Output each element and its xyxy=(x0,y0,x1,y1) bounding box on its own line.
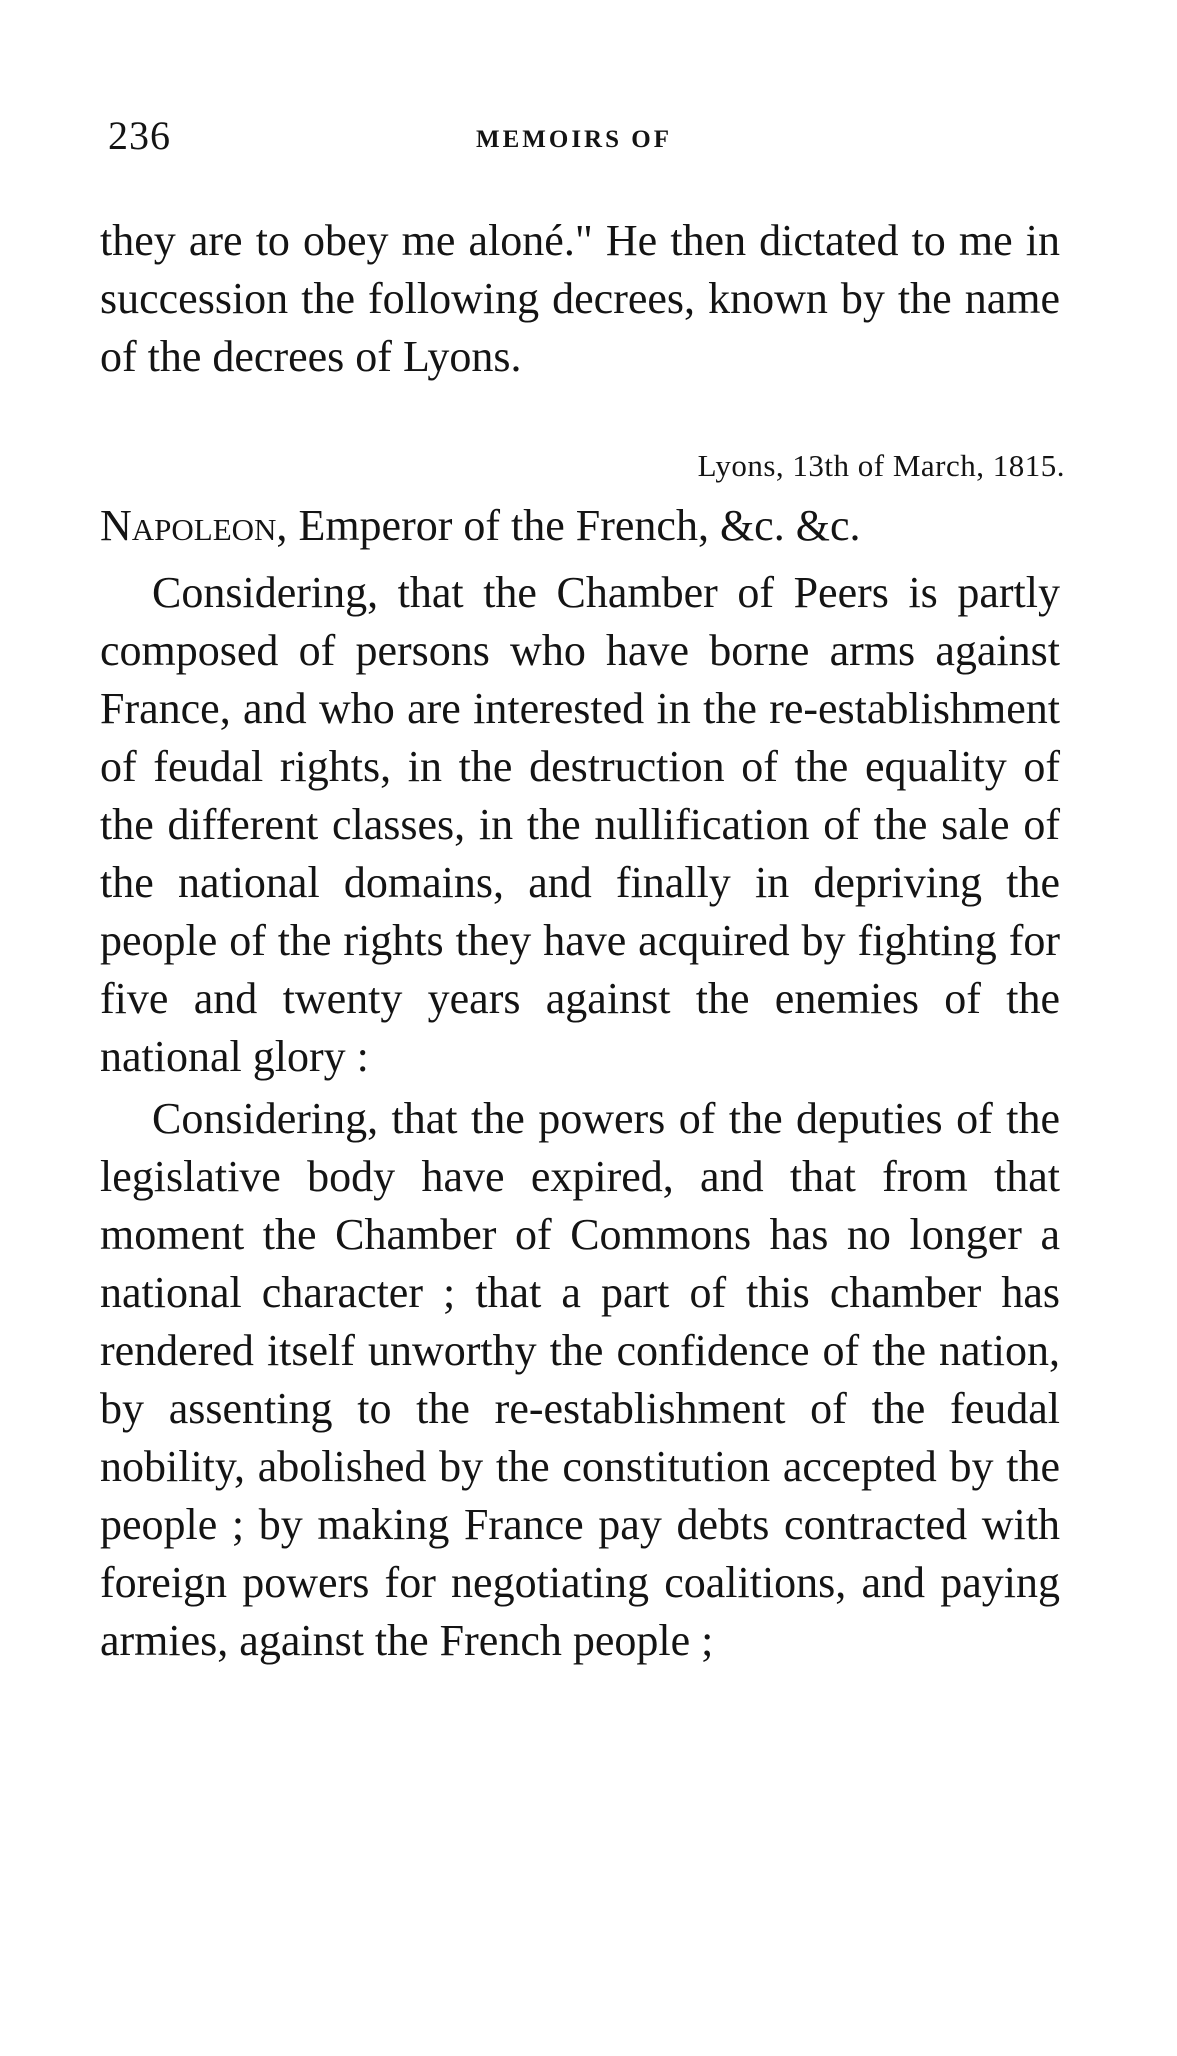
intro-paragraph xyxy=(100,212,1060,386)
decree-heading xyxy=(100,500,860,551)
intro-text: they are to obey me aloné." He then dictated to me in succession the following decrees, known by the name of the decrees of Lyons. xyxy=(100,216,1060,381)
decree-body xyxy=(100,564,1060,1670)
decree-heading-name: Napoleon, xyxy=(100,501,288,550)
dateline: Lyons, 13th of March, 1815. xyxy=(697,448,1065,483)
running-head xyxy=(104,112,1064,172)
decree-paragraph: Considering, that the powers of the deputies of the legislative body have expired, and that from that moment the Chamber of Commons has no longer a national character ; that a part of this chamber has rendered itself unworthy the confidence of the nation, by assenting to the re-establishment of the feudal nobility, abolished by the constitution accepted by the people ; by making France pay debts contracted with foreign powers for negotiating coalitions, and paying armies, against the French people ; xyxy=(100,1094,1060,1665)
running-title: MEMOIRS OF xyxy=(476,126,672,153)
decree-paragraph: Considering, that the Chamber of Peers is partly composed of persons who have borne arms against France, and who are interested in the re-establishment of feudal rights, in the destruction of the equality of the different classes, in the nullification of the sale of the national domains, and finally in depriving the people of the rights they have acquired by fighting for five and twenty years against the enemies of the national glory : xyxy=(100,568,1060,1081)
decree-heading-title: Emperor of the French, &c. &c. xyxy=(287,501,861,550)
page-number: 236 xyxy=(108,113,171,158)
